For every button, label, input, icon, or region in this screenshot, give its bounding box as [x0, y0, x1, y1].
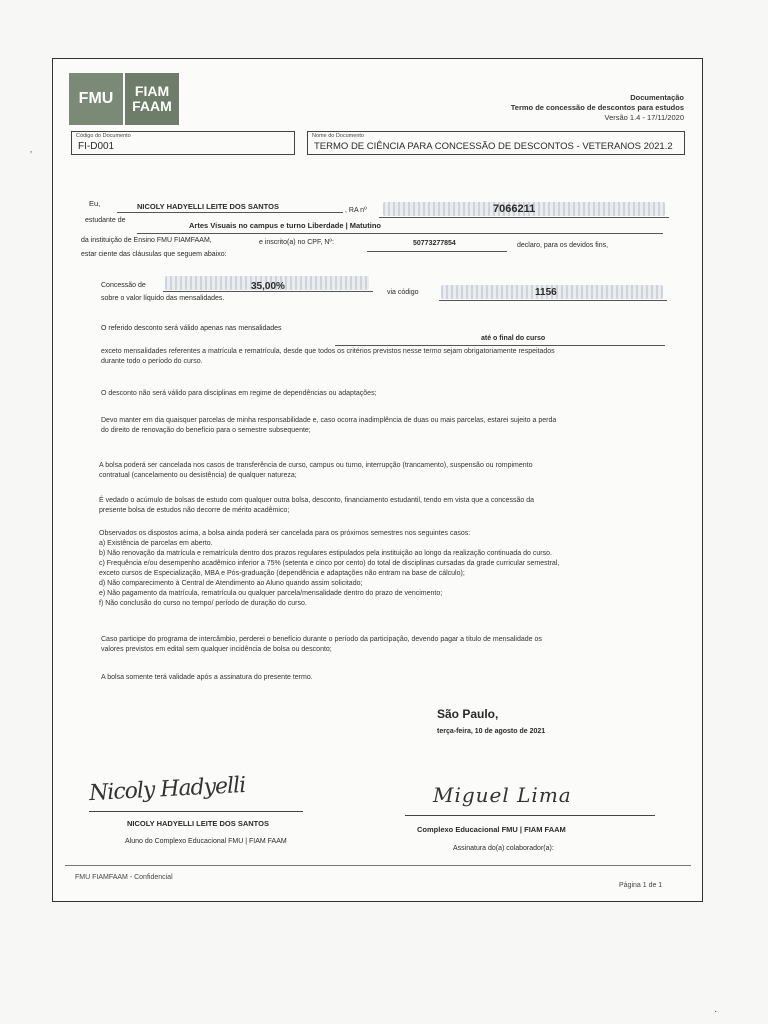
validade-line1: O referido desconto será válido apenas nas mensalidades: [101, 325, 282, 332]
document-page: [52, 58, 703, 902]
logo-fmu-text: FMU: [69, 73, 123, 125]
clause-casos-c1: c) Frequência e/ou desempenho acadêmico inferior a 75% (setenta e cinco por cento) do total de disciplinas cursadas da grade curricular semestral,: [99, 560, 560, 567]
clause-cancelamento-1: A bolsa poderá ser cancelada nos casos de transferência de curso, campus ou turno, interrupção (trancamento), suspensão ou rompimento: [99, 462, 533, 469]
via-codigo-label: via código: [387, 289, 419, 296]
code-label: Código do Documento: [76, 133, 131, 139]
student-handwritten-signature: Nicoly Hadyelli: [88, 772, 246, 807]
clause-casos-f: f) Não conclusão do curso no tempo/ período de duração do curso.: [99, 600, 307, 607]
discount-code: 1156: [535, 287, 557, 298]
ra-value: 7066211: [493, 203, 536, 215]
student-name: NICOLY HADYELLI LEITE DOS SANTOS: [137, 202, 279, 211]
validade-until: até o final do curso: [481, 335, 546, 342]
staff-handwritten-signature: Miguel Lima: [433, 783, 572, 807]
clause-intercambio: [101, 635, 691, 655]
staff-signature-name: Complexo Educacional FMU | FIAM FAAM: [417, 825, 566, 834]
document-header: [511, 93, 684, 123]
student-signature-name: NICOLY HADYELLI LEITE DOS SANTOS: [127, 819, 269, 828]
eu-label: Eu,: [89, 199, 101, 208]
validade-line2: exceto mensalidades referentes a matrícula e rematrícula, desde que todos os critérios previstos nesse termo sejam obrigatoriamente respeitados: [101, 348, 555, 355]
clause-acumulo: [99, 496, 689, 516]
concessao-label: Concessão de: [101, 282, 146, 289]
clause-casos: [99, 529, 699, 609]
logo-faam-text: FAAM: [132, 98, 172, 114]
logo-fiam-text: FIAM: [134, 83, 170, 99]
staff-signature-role: Assinatura do(a) colaborador(a):: [453, 845, 554, 852]
clause-intercambio-1: Caso participe do programa de intercâmbio, perderei o benefício durante o período da participação, devendo pagar a título de mensalidade os: [101, 636, 542, 643]
estudante-label: estudante de: [85, 217, 126, 224]
validade-line3: durante todo o período do curso.: [101, 358, 203, 365]
document-code-box: [71, 131, 295, 155]
signature-date: terça-feira, 10 de agosto de 2021: [437, 728, 546, 735]
course-value: Artes Visuais no campus e turno Liberdade | Matutino: [189, 221, 381, 230]
clause-casos-d: d) Não comparecimento à Central de Atendimento ao Aluno quando assim solicitado;: [99, 580, 363, 587]
logo-fiam-faam: [123, 73, 179, 125]
student-signature-role: Aluno do Complexo Educacional FMU | FIAM FAAM: [125, 838, 287, 845]
name-label: Nome do Documento: [312, 133, 364, 139]
ciente-text: estar ciente das cláusulas que seguem abaixo:: [81, 251, 227, 258]
code-value: FI-D001: [78, 141, 115, 152]
doc-version: Versão 1.4 - 17/11/2020: [604, 113, 684, 122]
clause-acumulo-1: É vedado o acúmulo de bolsas de estudo com qualquer outra bolsa, desconto, financiamento estudantil, tendo em vista que a concessão da: [99, 497, 535, 504]
clause-inadimplencia-1: Devo manter em dia quaisquer parcelas de minha responsabilidade e, caso ocorra inadimplência de duas ou mais parcelas, estarei sujeito a perda: [101, 417, 557, 424]
ra-label: , RA nº: [345, 207, 367, 214]
sobre-text: sobre o valor líquido das mensalidades.: [101, 295, 225, 302]
document-name-box: [307, 131, 685, 155]
clause-casos-e: e) Não pagamento da matrícula, rematrícula ou qualquer parcela/mensalidade dentro do prazo de vencimento;: [99, 590, 443, 597]
clause-cancelamento-2: contratual (cancelamento ou desistência) de qualquer natureza;: [99, 472, 297, 479]
validade-text: [101, 347, 681, 367]
doc-label: Documentação: [630, 93, 684, 102]
clause-acumulo-2: presente bolsa de estudos não decorre de mérito acadêmico;: [99, 507, 290, 514]
clause-casos-b: b) Não renovação da matrícula e rematrícula dentro dos prazos regulares estipulados pela instituição ao longo da realização continuada do curso.: [99, 550, 552, 557]
clause-casos-intro: Observados os dispostos acima, a bolsa ainda poderá ser cancelada para os próximos semestres nos seguintes casos:: [99, 530, 471, 537]
cpf-value: 50773277854: [413, 240, 456, 247]
clause-intercambio-2: valores previstos em edital sem qualquer incidência de bolsa ou desconto;: [101, 646, 332, 653]
clause-cancelamento: [99, 461, 689, 481]
clause-inadimplencia-2: do direito de renovação do benefício para o semestre subsequente;: [101, 427, 311, 434]
clause-casos-a: a) Existência de parcelas em aberto.: [99, 540, 213, 547]
instituicao-text: da instituição de Ensino FMU FIAMFAAM,: [81, 237, 212, 244]
clause-casos-c2: exceto cursos de Especialização, MBA e Pós-graduação (dependência e adaptações não entram na base de cálculo);: [99, 570, 465, 577]
scan-speck: ·: [714, 1006, 718, 1017]
footer-page-number: Página 1 de 1: [619, 882, 663, 889]
cpf-label: e inscrito(a) no CPF, Nº:: [259, 239, 334, 246]
name-value: TERMO DE CIÊNCIA PARA CONCESSÃO DE DESCONTOS - VETERANOS 2021.2: [314, 141, 673, 152]
footer-confidential: FMU FIAMFAAM - Confidencial: [75, 874, 173, 881]
fmu-fiam-faam-logo: [69, 73, 179, 125]
scan-speck: ʼ: [30, 150, 32, 160]
discount-percent: 35,00%: [251, 281, 285, 292]
doc-title: Termo de concessão de descontos para estudos: [510, 103, 684, 112]
declaro-text: declaro, para os devidos fins,: [517, 242, 609, 249]
clause-dependencias: O desconto não será válido para disciplinas em regime de dependências ou adaptações;: [101, 390, 377, 397]
city: São Paulo,: [437, 707, 499, 721]
clause-assinatura: A bolsa somente terá validade após a assinatura do presente termo.: [101, 674, 313, 681]
clause-inadimplencia: [101, 416, 691, 436]
